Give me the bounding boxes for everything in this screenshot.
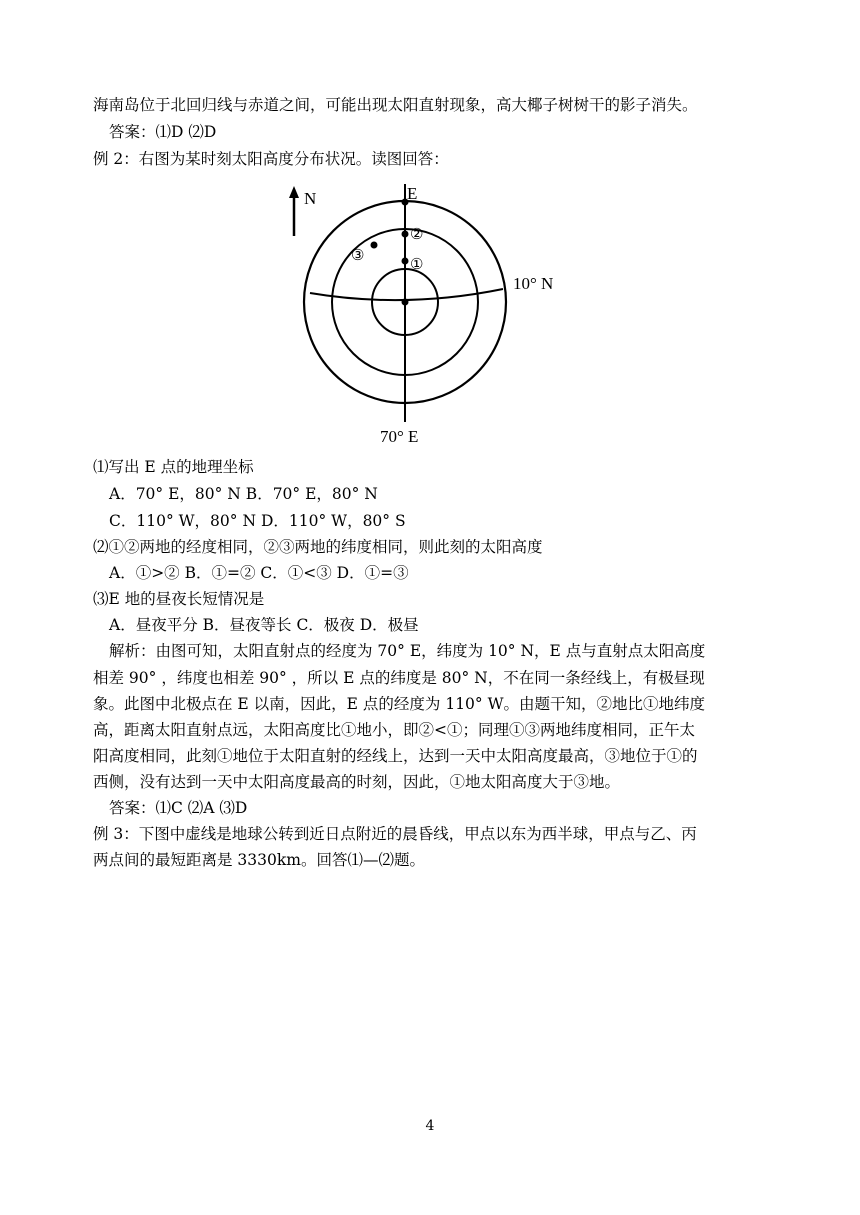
question-2: ⑵①②两地的经度相同，②③两地的纬度相同，则此刻的太阳高度 <box>93 538 543 556</box>
question-3: ⑶E 地的昼夜长短情况是 <box>93 590 265 608</box>
analysis-line: 西侧，没有达到一天中太阳高度最高的时刻，因此，①地太阳高度大于③地。 <box>93 773 621 791</box>
e-label: E <box>407 184 418 203</box>
north-arrow-head <box>289 186 299 198</box>
parallel-10n <box>310 289 503 300</box>
question-3-options: A．昼夜平分 B．昼夜等长 C．极夜 D．极昼 <box>109 616 419 634</box>
analysis-line: 解析：由图可知，太阳直射点的经度为 70° E，纬度为 10° N，E 点与直射点太阳高度 <box>109 642 706 660</box>
parallel-label: 10° N <box>513 274 554 293</box>
point-2 <box>402 231 409 238</box>
page-number: 4 <box>425 1118 435 1134</box>
north-label: N <box>304 189 317 208</box>
question-2-options: A．①>② B．①=② C．①<③ D．①=③ <box>109 564 409 582</box>
analysis-line: 高，距离太阳直射点远，太阳高度比①地小，即②<①；同理①③两地纬度相同，正午太 <box>93 721 695 739</box>
answer-line: 答案：⑴C ⑵A ⑶D <box>109 799 248 817</box>
analysis-line: 相差 90° ，纬度也相差 90° ，所以 E 点的纬度是 80° N，不在同一条经线上，有极昼现 <box>93 669 705 687</box>
question-1: ⑴写出 E 点的地理坐标 <box>93 458 254 476</box>
analysis-line: 阳高度相同，此刻①地位于太阳直射的经线上，达到一天中太阳高度最高，③地位于①的 <box>93 747 698 765</box>
example-heading: 例 3：下图中虚线是地球公转到近日点附近的晨昏线，甲点以东为西半球，甲点与乙、丙 <box>93 825 697 843</box>
meridian-label: 70° E <box>380 427 419 446</box>
sun-altitude-diagram <box>284 172 578 452</box>
example-heading: 例 2：右图为某时刻太阳高度分布状况。读图回答： <box>93 150 449 168</box>
text-line: 海南岛位于北回归线与赤道之间，可能出现太阳直射现象，高大椰子树树干的影子消失。 <box>93 96 698 114</box>
answer-line: 答案：⑴D ⑵D <box>109 123 217 141</box>
point-3-label: ③ <box>351 248 365 264</box>
subsolar-point <box>402 299 409 306</box>
diagram-svg <box>284 172 578 452</box>
question-1-options-ab: A．70° E，80° N B．70° E，80° N <box>109 485 378 503</box>
point-1-label: ① <box>410 257 424 273</box>
example-text: 两点间的最短距离是 3330km。回答⑴—⑵题。 <box>93 851 425 869</box>
point-3 <box>371 242 378 249</box>
question-1-options-cd: C．110° W，80° N D．110° W，80° S <box>109 512 406 530</box>
point-2-label: ② <box>410 227 424 243</box>
point-1 <box>402 258 409 265</box>
analysis-line: 象。此图中北极点在 E 以南，因此，E 点的经度为 110° W。由题干知，②地比①地纬度 <box>93 695 706 713</box>
